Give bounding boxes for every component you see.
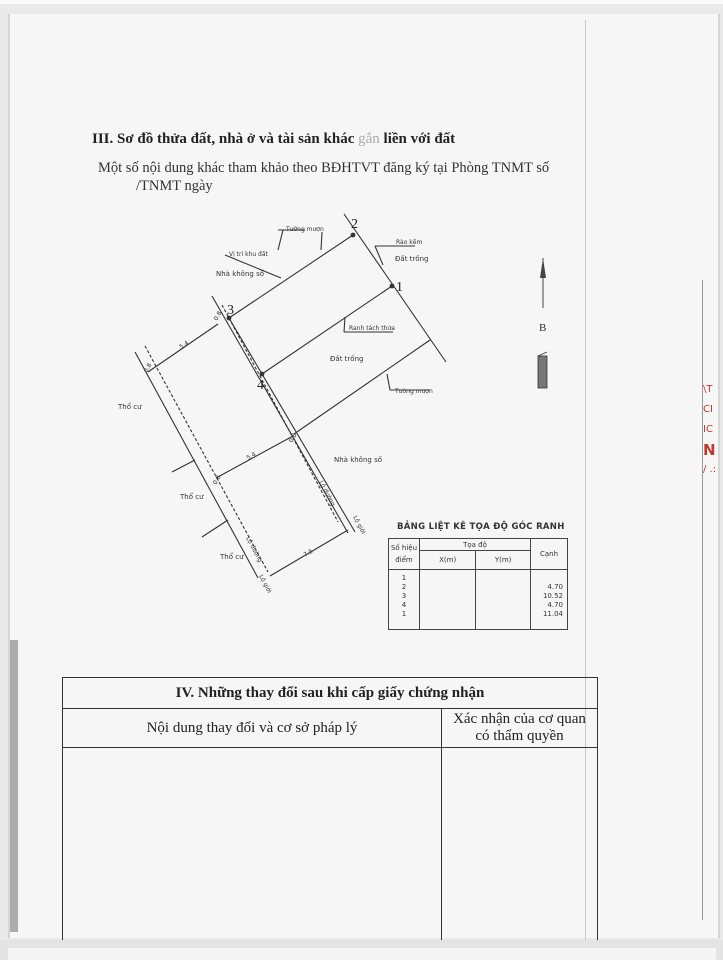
dim-7-5: 7.5 <box>302 547 315 559</box>
label-tuong-muon-mid: Tường mượn <box>395 388 433 395</box>
north-arrow-icon <box>540 258 546 308</box>
coord-table <box>388 538 568 630</box>
header-x: X(m) <box>420 551 476 570</box>
next-page-edge <box>8 948 716 960</box>
scale-bar-icon <box>538 352 547 388</box>
label-tho-cu-2: Thổ cư <box>180 493 204 501</box>
header-authority-confirmation <box>442 709 598 748</box>
label-tho-cu-3: Thổ cư <box>220 553 244 561</box>
edge-column <box>531 570 568 630</box>
section-3-title-main: III. Sơ đồ thửa đất, nhà ở và tài sản khác <box>92 131 355 147</box>
reference-note-line2: /TNMT ngày <box>136 178 213 194</box>
authority-confirmation-cell <box>442 748 598 941</box>
stamp-fragment: CI <box>703 404 713 415</box>
row-point: 1 <box>401 574 407 582</box>
point-2-marker <box>351 233 356 238</box>
label-ranh-tach-thua: Ranh tách thửa <box>349 325 395 332</box>
point-4-marker <box>260 372 265 377</box>
header-edge: Cạnh <box>531 539 568 570</box>
point-2-label: 2 <box>351 217 358 232</box>
boundary-2-1-ext <box>344 214 446 362</box>
point-id-column <box>389 570 420 630</box>
section-3-title-faint: gắn <box>354 131 384 147</box>
label-dat-trong-top: Đất trống <box>395 255 429 263</box>
label-lo-gioi-1: Lộ giới <box>351 514 367 536</box>
label-lo-duong-1: Lộ đường <box>317 479 337 508</box>
authority-header-line1: Xác nhận của cơ quan <box>453 711 586 727</box>
changes-table <box>62 677 598 941</box>
row-point: 2 <box>401 583 407 591</box>
header-point-id-2: điểm <box>395 556 413 564</box>
red-stamp-fragment <box>703 380 723 480</box>
stamp-fragment: N <box>703 441 716 459</box>
y-column <box>476 570 531 630</box>
label-lo-gioi-2: Lộ giới <box>257 573 273 595</box>
label-dat-trong-mid: Đất trống <box>330 355 364 363</box>
dim-0-8-a: 0.8 <box>212 310 224 322</box>
point-3-label: 3 <box>227 303 234 318</box>
stamp-fragment: / .: <box>703 464 717 475</box>
row-edge: 11.04 <box>542 610 563 618</box>
label-lo-duong-2: Lộ đường <box>244 535 264 564</box>
row-edge: 10.52 <box>542 592 563 600</box>
boundary-3-4 <box>229 318 262 374</box>
label-tuong-muon-top: Tường mượn <box>286 226 324 233</box>
label-nha-khong-so-top: Nhà không số <box>216 270 264 278</box>
header-point-id-1: Số hiệu <box>390 544 418 552</box>
dim-5-4-mid: 5.4 <box>245 450 258 462</box>
header-change-content: Nội dung thay đổi và cơ sở pháp lý <box>63 709 442 748</box>
reference-note-line1: Một số nội dung khác tham khảo theo BĐHTVT đăng ký tại Phòng TNMT số <box>98 160 550 176</box>
row-edge: 4.70 <box>547 583 563 591</box>
dim-0-8-c: 0.8 <box>287 432 299 444</box>
section-3-title-end: liền với đất <box>383 131 456 147</box>
header-y: Y(m) <box>476 551 531 570</box>
row-point: 4 <box>401 601 407 609</box>
coord-table-title: BẢNG LIỆT KÊ TỌA ĐỘ GÓC RANH <box>397 522 565 532</box>
row-edge: 4.70 <box>547 601 563 609</box>
dim-0-8-d: 0.8 <box>211 474 223 486</box>
north-label: B <box>539 322 547 334</box>
dim-5-4-top: 5.4 <box>178 339 191 351</box>
point-1-marker <box>390 284 395 289</box>
label-nha-khong-so-mid: Nhà không số <box>334 456 382 464</box>
label-vi-tri-khu-dat: Vị trí khu đất <box>229 251 268 258</box>
section-4-title: IV. Những thay đổi sau khi cấp giấy chứng nhận <box>63 678 598 709</box>
row-point: 1 <box>401 610 407 618</box>
authority-header-line2: có thẩm quyền <box>475 728 564 744</box>
header-coords: Tọa độ <box>420 539 531 551</box>
dim-0-8-b: 0.8 <box>142 362 154 374</box>
point-1-label: 1 <box>396 280 403 295</box>
x-column <box>420 570 476 630</box>
change-content-cell <box>63 748 442 941</box>
label-tho-cu-1: Thổ cư <box>118 403 142 411</box>
stamp-fragment: \T <box>703 384 713 395</box>
point-4-label: 4 <box>257 378 264 393</box>
row-point: 3 <box>401 592 407 600</box>
label-rao-kem: Rào kẽm <box>396 239 423 246</box>
stamp-fragment: IC <box>703 424 713 435</box>
